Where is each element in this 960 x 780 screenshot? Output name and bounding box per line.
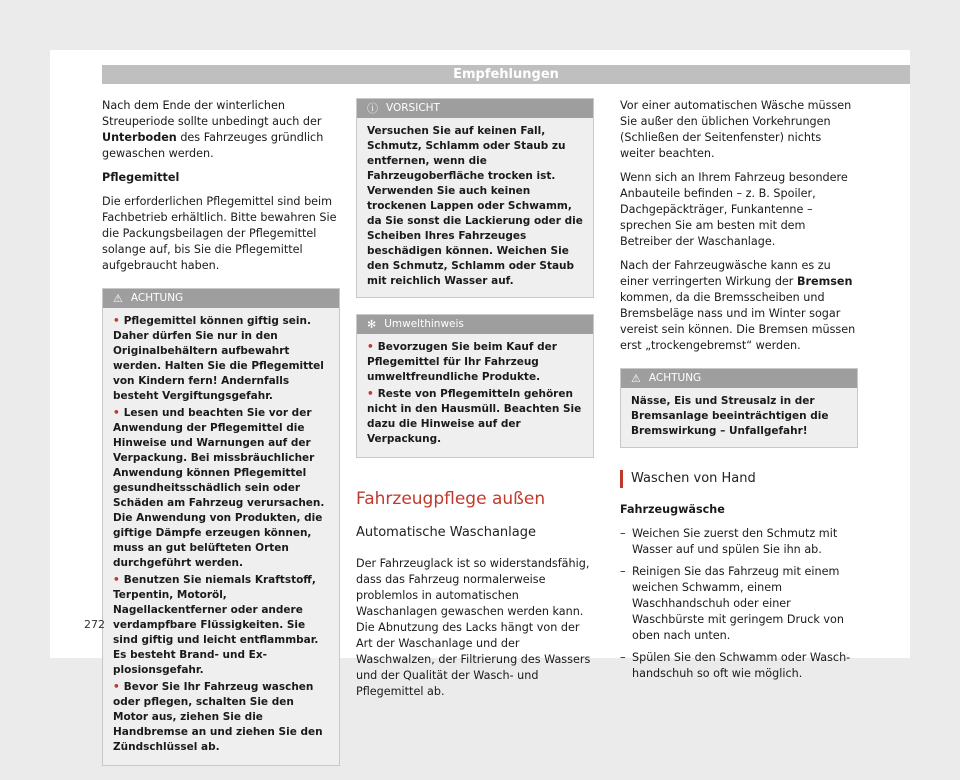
body-text: Vor einer automatischen Wäsche müssen Sie außer den üblichen Vorkehrungen (Schließen der Seitenfenster) nichts weiter beachten.	[620, 99, 852, 160]
column-left	[102, 98, 340, 780]
warning-box-body	[103, 308, 339, 765]
list-item: – Reinigen Sie das Fahrzeug mit einem weichen Schwamm, einem Waschhandschuh oder einer Waschbürste mit geringem Druck von oben nach unten.	[620, 565, 844, 642]
page-header: Empfehlungen	[102, 65, 910, 84]
caution-box	[356, 98, 594, 298]
caution-box-body: Versuchen Sie auf keinen Fall, Schmutz, Schlamm oder Staub zu entfernen, wenn die Fahrzeugoberfläche trocken ist. Verwenden Sie auch keinen trockenen Lappen oder Schwamm, da Sie sonst die Lackierung oder die Scheiben Ihres Fahrzeuges beschädigen können. Weichen Sie den Schmutz, Schlamm oder Staub mit reichlich Wasser auf.	[367, 125, 583, 287]
pflegemittel-heading: Pflegemittel	[102, 171, 180, 184]
environment-box-body	[357, 334, 593, 457]
column-middle	[356, 98, 594, 708]
list-item: • Reste von Pflegemitteln gehören nicht in den Hausmüll. Beachten Sie dazu die Hinweise auf der Verpackung.	[367, 388, 582, 445]
list-item: – Weichen Sie zuerst den Schmutz mit Wasser auf und spülen Sie ihn ab.	[620, 527, 838, 556]
subsection-heading: Automatische Waschanlage	[356, 525, 536, 540]
body-text: Wenn sich an Ihrem Fahrzeug besondere Anbauteile befinden – z. B. Spoiler, Dachgepäckträger, Funkantenne – sprechen Sie am besten mit dem Betreiber der Waschanlage.	[620, 171, 848, 248]
warning-icon: ⚠	[113, 292, 123, 305]
list-item: • Bevor Sie Ihr Fahrzeug waschen oder pflegen, schalten Sie den Motor aus, ziehen Sie die Handbremse an und ziehen Sie den Zündschlüssel ab.	[113, 681, 323, 753]
warning-icon: ⚠	[631, 372, 641, 385]
list-item: • Bevorzugen Sie beim Kauf der Pflegemittel für Ihr Fahrzeug umweltfreundliche Produkte.	[367, 341, 557, 383]
section-title: Fahrzeugpflege außen	[356, 489, 546, 509]
info-icon: ⓘ	[367, 102, 378, 115]
pflegemittel-text: Die erforderlichen Pflegemittel sind beim Fachbetrieb erhältlich. Bitte bewahren Sie die Packungsbeilagen der Pflegemittel solange auf, bis Sie die Pflegemittel aufgebraucht haben.	[102, 195, 337, 272]
caution-box-header: ⓘ VORSICHT	[357, 99, 593, 118]
warning-box	[620, 368, 858, 448]
environment-box	[356, 314, 594, 458]
list-item: – Spülen Sie den Schwamm oder Waschhandschuh so oft wie möglich.	[620, 651, 851, 680]
list-item: • Benutzen Sie niemals Kraftstoff, Terpentin, Motoröl, Nagellackentferner oder andere verdampfbare Flüssigkeiten. Sie sind giftig und leicht entflammbar. Es besteht Brand- und Explosionsgefahr.	[113, 574, 319, 676]
subsection-heading: Waschen von Hand	[620, 470, 858, 488]
body-text: Nach der Fahrzeugwäsche kann es zu einer verringerten Wirkung der Bremsen kommen, da die Bremsscheiben und Bremsbeläge nass und im Winter sogar vereist sein können. Die Bremsen müssen erst „trockengebremst“ werden.	[620, 259, 856, 352]
body-text: Der Fahrzeuglack ist so widerstandsfähig, dass das Fahrzeug normalerweise problemlos in automatischen Waschanlagen gewaschen werden kann. Die Abnutzung des Lacks hängt von der Art der Waschanlage und der Waschwalzen, der Filtrierung des Wassers und der Qualität der Wasch- und Pflegemittel ab.	[356, 557, 591, 698]
list-item: • Pflegemittel können giftig sein. Daher dürfen Sie nur in den Originalbehältern aufbewahrt werden. Halten Sie die Pflegemittel von Kindern fern! Andernfalls besteht Vergiftungsgefahr.	[113, 315, 324, 402]
column-right	[620, 98, 858, 688]
page	[50, 50, 910, 753]
intro-paragraph: Nach dem Ende der winterlichen Streuperiode sollte unbedingt auch der Unterboden des Fahrzeuges gründlich gewaschen werden.	[102, 99, 324, 160]
list-item: • Lesen und beachten Sie vor der Anwendung der Pflegemittel die Hinweise und Warnungen auf der Verpackung. Bei missbräuchlicher Anwendung können Pflegemittel gesundheitsschädlich sein oder Schäden am Fahrzeug verursachen. Die Anwendung von Produkten, die giftige Dämpfe erzeugen können, muss an gut belüfteten Orten durchgeführt werden.	[113, 407, 325, 569]
warning-box-body: Nässe, Eis und Streusalz in der Bremsanlage beeinträchtigen die Bremswirkung – Unfallgefahr!	[631, 395, 829, 437]
page-number: 272	[84, 618, 105, 631]
environment-icon: ✻	[367, 318, 377, 331]
warning-box-header: ⚠ ACHTUNG	[621, 369, 857, 388]
fahrzeugwaesche-heading: Fahrzeugwäsche	[620, 503, 725, 516]
warning-box-header: ⚠ ACHTUNG	[103, 289, 339, 308]
warning-box	[102, 288, 340, 766]
environment-box-header: ✻ Umwelthinweis	[357, 315, 593, 334]
